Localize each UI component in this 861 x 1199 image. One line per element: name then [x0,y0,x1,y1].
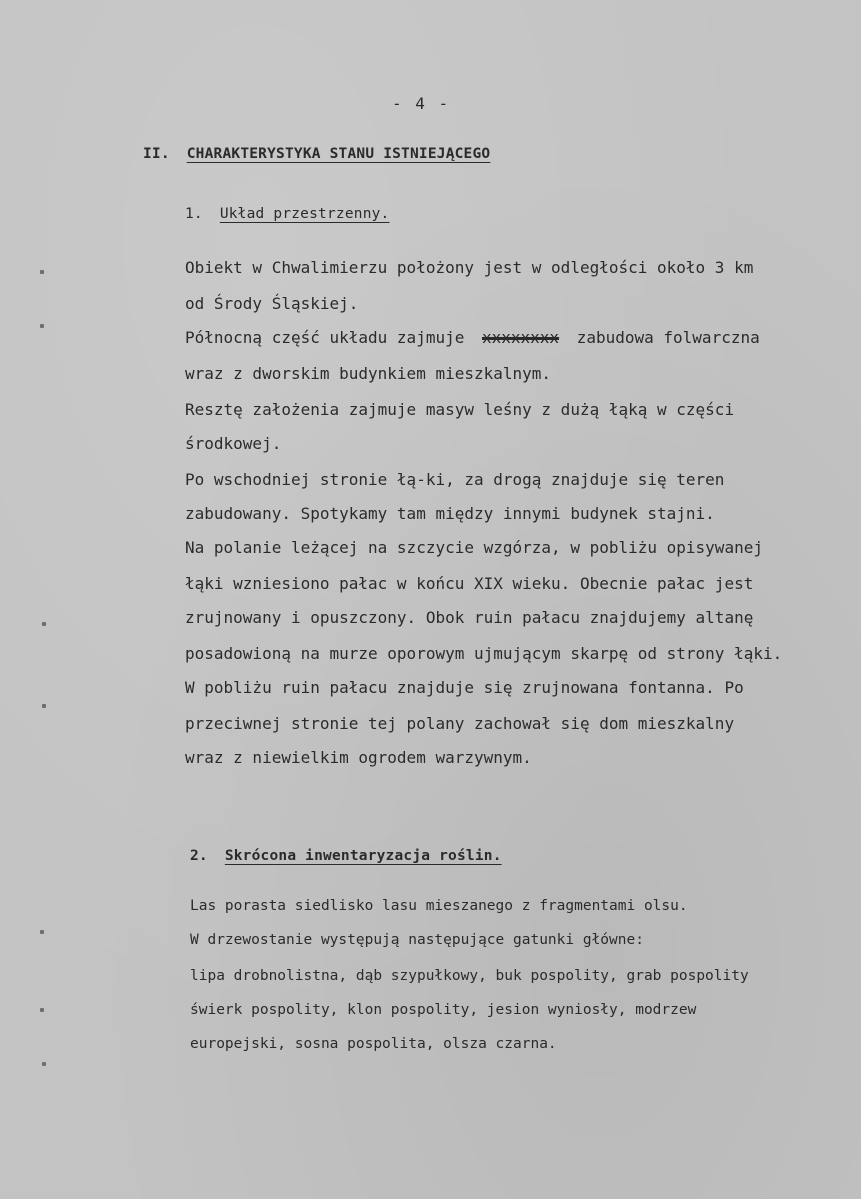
body-line: wraz z dworskim budynkiem mieszkalnym. [185,364,552,383]
page-number: - 4 - [392,94,451,113]
body-line: W pobliżu ruin pałacu znajduje się zrujnowana fontanna. Po [185,678,744,697]
body-line: Na polanie leżącej na szczycie wzgórza, w pobliżu opisywanej [185,538,763,557]
body-line: Obiekt w Chwalimierzu położony jest w odległości około 3 km [185,258,754,277]
struck-word: xxxxxxxx [482,328,560,347]
body-line: przeciwnej stronie tej polany zachował się dom mieszkalny [185,714,735,733]
body-line: zabudowany. Spotykamy tam między innymi budynek stajni. [185,504,715,523]
body-line: wraz z niewielkim ogrodem warzywnym. [185,748,532,767]
body-line: środkowej. [185,434,282,453]
body-line: od Środy Śląskiej. [185,294,359,313]
section-heading [143,146,490,162]
margin-mark [42,1062,46,1066]
body-line: świerk pospolity, klon pospolity, jesion wyniosły, modrzew [190,1002,697,1018]
body-line: zrujnowany i opuszczony. Obok ruin pałacu znajdujemy altanę [185,608,754,627]
body-line [185,328,760,347]
body-line: posadowioną na murze oporowym ujmującym skarpę od strony łąki. [185,644,783,663]
body-line-part: Północną część układu zajmuje [185,328,465,347]
subsection-2-number: 2. [190,848,208,864]
body-line: Las porasta siedlisko lasu mieszanego z fragmentami olsu. [190,898,688,914]
subsection-1-title: Układ przestrzenny. [219,206,390,222]
margin-mark [40,930,44,934]
margin-mark [40,324,44,328]
subsection-1-heading [185,206,389,222]
section-title: CHARAKTERYSTYKA STANU ISTNIEJĄCEGO [186,146,491,162]
subsection-1-number: 1. [185,206,203,222]
subsection-2-heading [190,848,502,864]
margin-mark [42,704,46,708]
body-line: Resztę założenia zajmuje masyw leśny z dużą łąką w części [185,400,735,419]
margin-mark [40,270,44,274]
margin-mark [40,1008,44,1012]
body-line-part: zabudowa folwarczna [576,328,760,347]
body-line: lipa drobnolistna, dąb szypułkowy, buk pospolity, grab pospolity [190,968,749,984]
body-line: europejski, sosna pospolita, olsza czarna. [190,1036,557,1052]
margin-mark [42,622,46,626]
body-line: łąki wzniesiono pałac w końcu XIX wieku. Obecnie pałac jest [185,574,754,593]
body-line: W drzewostanie występują następujące gatunki główne: [190,932,644,948]
section-number: II. [143,146,170,162]
subsection-2-title: Skrócona inwentaryzacja roślin. [224,848,502,864]
body-line: Po wschodniej stronie łą-ki, za drogą znajduje się teren [185,470,725,489]
